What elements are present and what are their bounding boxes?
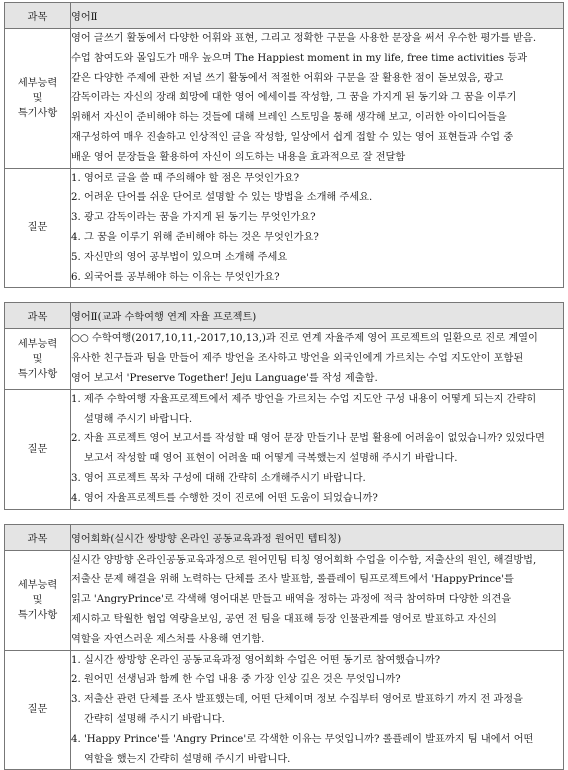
- detail-line: 저출산 문제 해결을 위해 노력하는 단체를 조사 발표함, 롤플레이 팀프로젝트에서 'HappyPrince'를: [71, 574, 514, 586]
- question-item: 4. 그 꿈을 이루기 위해 준비해야 하는 것은 무엇인가요?: [71, 231, 319, 243]
- question-item: 3. 저출산 관련 단체를 조사 발표했는데, 어떤 단체이며 정보 수집부터 영어로 발표하기 까지 전 과정을 간략히 설명해 주시기 바랍니다.: [71, 694, 523, 725]
- detail-line: 감독이라는 자신의 장래 희망에 대한 영어 에세이를 작성함, 그 꿈을 가지게 된 동기와 그 꿈을 이루기: [71, 92, 517, 104]
- detail-line: 배운 영어 문장들을 활용하여 자신이 의도하는 내용을 효과적으로 잘 전달함: [71, 151, 406, 163]
- question-item: 1. 영어로 글을 쓸 때 주의해야 할 점은 무엇인가요?: [71, 172, 300, 184]
- question-item: 5. 자신만의 영어 공부법이 있으며 소개해 주세요: [71, 251, 288, 263]
- question-list: [71, 389, 564, 509]
- detail-text: [71, 29, 564, 169]
- detail-line: 수업 참여도와 몰입도가 매우 높으며 The Happiest moment in my life, free time activities 등과: [71, 52, 528, 64]
- detail-text: [71, 329, 564, 389]
- question-item: 4. 'Happy Prince'를 'Angry Prince'로 각색한 이유는 무엇입니까? 롤플레이 발표까지 팀 내에서 어떤 역할을 했는지 간략히 설명해 주시기 바랍니다.: [71, 733, 534, 765]
- detail-line: 재구성하여 매우 진솔하고 인상적인 글을 작성함, 일상에서 쉽게 접할 수 있는 영어 표현들과 수업 중: [71, 131, 514, 143]
- detail-line: 제시하고 탁월한 협업 역량을보임, 공연 전 팀을 대표해 등장 인물관계를 영어로 발표하고 자신의: [71, 613, 497, 625]
- question-list: [71, 168, 564, 288]
- detail-line: 같은 다양한 주제에 관한 저널 쓰기 활동에서 적절한 어휘와 구문을 잘 활용한 점이 돋보였음, 광고: [71, 72, 504, 84]
- subject-value: 영어회화(실시간 쌍방향 온라인 공동교육과정 원어민 텝티칭): [71, 524, 564, 550]
- question-label: 질문: [5, 650, 71, 770]
- question-item: 1. 실시간 쌍방향 온라인 공동교육과정 영어회화 수업은 어떤 동기로 참여했습니까?: [71, 654, 441, 666]
- detail-label: 세부능력 및 특기사항: [5, 329, 71, 389]
- question-list: [71, 650, 564, 770]
- subject-value: 영어Ⅱ: [71, 3, 564, 29]
- question-item: 2. 어려운 단어를 쉬운 단어로 설명할 수 있는 방법을 소개해 주세요.: [71, 192, 373, 204]
- record-table-2: [4, 302, 564, 509]
- subject-value: 영어Ⅱ(교과 수학여행 연계 자율 프로젝트): [71, 303, 564, 329]
- question-label: 질문: [5, 168, 71, 288]
- question-item: 2. 원어민 선생님과 함께 한 수업 내용 중 가장 인상 깊은 것은 무엇입니까?: [71, 674, 401, 686]
- detail-label: 세부능력 및 특기사항: [5, 29, 71, 169]
- detail-line: 읽고 'AngryPrince'로 각색해 영어대본 만들고 배역을 정하는 과정에 적극 참여하며 다양한 의견을: [71, 594, 512, 606]
- detail-label: 세부능력 및 특기사항: [5, 550, 71, 650]
- document: [4, 2, 564, 770]
- record-table-3: [4, 524, 564, 770]
- question-item: 3. 영어 프로젝트 목차 구성에 대해 간략히 소개해주시기 바랍니다.: [71, 472, 366, 484]
- question-item: 2. 자율 프로젝트 영어 보고서를 작성할 때 영어 문장 만들기나 문법 활용에 어려움이 없었습니까? 있었다면 보고서 작성할 때 영어 표현이 어려울 때 어떻게 극복했는지 설명해 주시기 바랍니다.: [71, 433, 545, 465]
- detail-line: 유사한 친구들과 팀을 만들어 제주 방언을 조사하고 방언을 외국인에게 가르치는 수업 지도안이 포함된: [71, 353, 524, 365]
- detail-line: ○○ 수학여행(2017,10,11,-2017,10,13,)과 진로 연계 자율주제 영어 프로젝트의 일환으로 진로 계열이: [71, 333, 538, 345]
- detail-line: 영어 보고서 'Preserve Together! Jeju Language'를 작성 제출함.: [71, 372, 378, 384]
- question-item: 3. 광고 감독이라는 꿈을 가지게 된 동기는 무엇인가요?: [71, 212, 316, 224]
- detail-line: 역할을 자연스러운 제스처를 사용해 연기함.: [71, 633, 265, 645]
- subject-label: 과목: [5, 3, 71, 29]
- question-item: 4. 영어 자율프로젝트를 수행한 것이 진로에 어떤 도움이 되었습니까?: [71, 492, 378, 504]
- subject-label: 과목: [5, 303, 71, 329]
- detail-line: 위해서 자신이 준비해야 하는 것들에 대해 브레인 스토밍을 통해 생각해 보고, 이러한 아이디어들을: [71, 112, 507, 124]
- question-item: 6. 외국어를 공부해야 하는 이유는 무엇인가요?: [71, 271, 280, 283]
- detail-line: 실시간 양방향 온라인공동교육과정으로 원어민팀 티칭 영어회화 수업을 이수함, 저출산의 원인, 해결방법,: [71, 554, 537, 566]
- detail-line: 영어 글쓰기 활동에서 다양한 어휘와 표현, 그리고 정확한 구문을 사용한 문장을 써서 우수한 평가를 받음.: [71, 33, 537, 44]
- subject-label: 과목: [5, 524, 71, 550]
- question-label: 질문: [5, 389, 71, 509]
- detail-text: [71, 550, 564, 650]
- record-table-1: [4, 2, 564, 288]
- question-item: 1. 제주 수학여행 자율프로젝트에서 제주 방언을 가르치는 수업 지도안 구성 내용이 어떻게 되는지 간략히 설명해 주시기 바랍니다.: [71, 393, 537, 425]
